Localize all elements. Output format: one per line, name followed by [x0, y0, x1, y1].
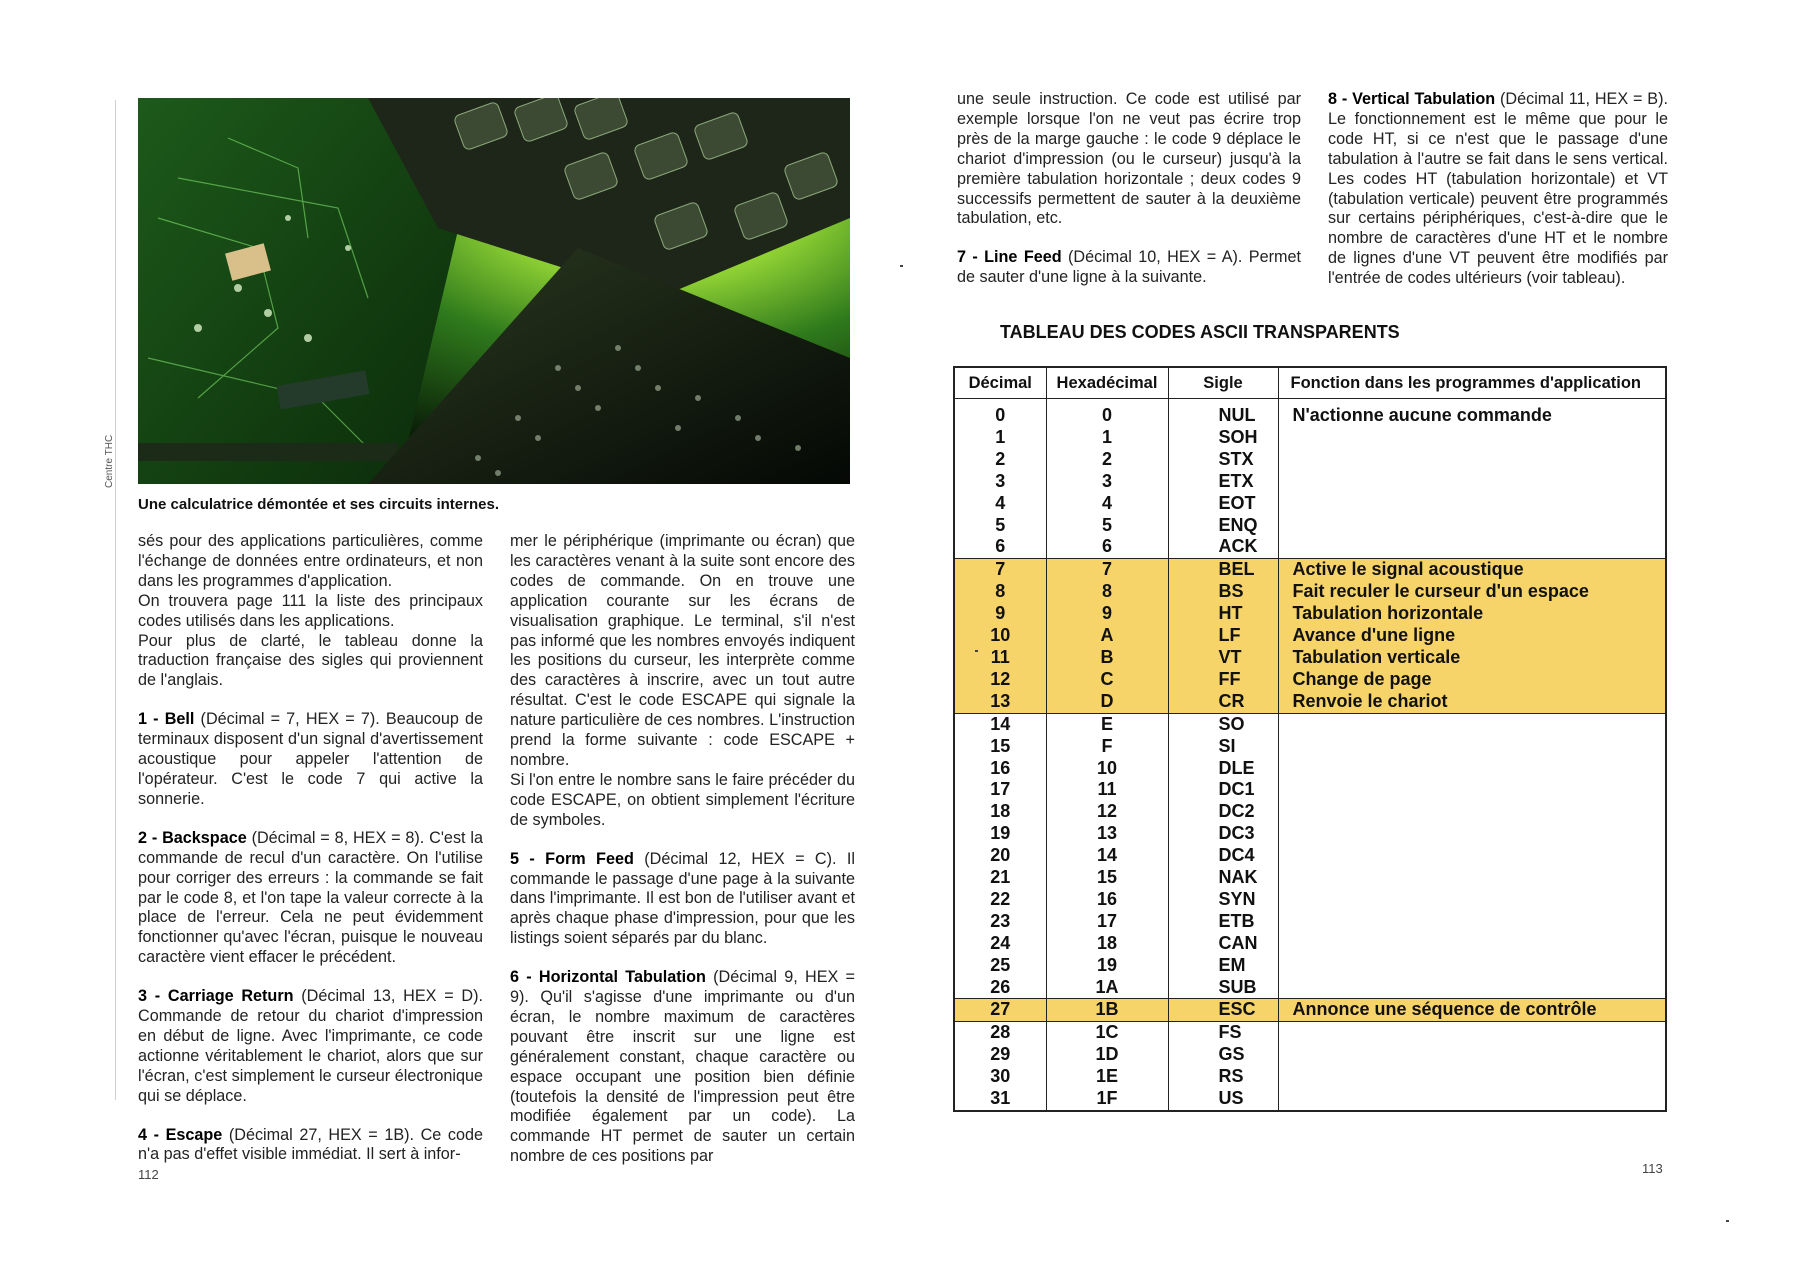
paragraph-gap	[138, 968, 483, 987]
cell-sigle: SUB	[1168, 977, 1278, 999]
left-page-column-2	[510, 532, 855, 1167]
cell-decimal: 21	[954, 867, 1046, 889]
cell-hex: 1	[1046, 427, 1168, 449]
cell-function: Annonce une séquence de contrôle	[1278, 999, 1666, 1022]
code-paragraph	[138, 710, 483, 810]
photo-credit: Centre THC	[104, 434, 115, 488]
code-heading: 2 - Backspace	[138, 828, 247, 847]
table-row	[954, 889, 1666, 911]
cell-function	[1278, 493, 1666, 515]
table-row	[954, 1066, 1666, 1088]
paragraph-gap	[138, 1107, 483, 1126]
cell-hex: 1F	[1046, 1088, 1168, 1111]
table-row	[954, 691, 1666, 713]
cell-sigle: CR	[1168, 691, 1278, 713]
cell-function	[1278, 933, 1666, 955]
cell-function	[1278, 736, 1666, 758]
cell-decimal: 17	[954, 779, 1046, 801]
cell-function: Fait reculer le curseur d'un espace	[1278, 581, 1666, 603]
paragraph-gap	[510, 831, 855, 850]
cell-sigle: BEL	[1168, 559, 1278, 581]
table-row	[954, 1044, 1666, 1066]
cell-hex: 5	[1046, 515, 1168, 537]
cell-decimal: 16	[954, 758, 1046, 780]
cell-hex: 8	[1046, 581, 1168, 603]
table-row	[954, 493, 1666, 515]
margin-mark	[900, 265, 903, 267]
cell-decimal: 20	[954, 845, 1046, 867]
cell-function: N'actionne aucune commande	[1278, 399, 1666, 427]
header-hexadecimal: Hexadécimal	[1046, 367, 1168, 399]
cell-decimal: 15	[954, 736, 1046, 758]
cell-function: Tabulation horizontale	[1278, 603, 1666, 625]
cell-decimal: 22	[954, 889, 1046, 911]
cell-hex: 9	[1046, 603, 1168, 625]
cell-hex: D	[1046, 691, 1168, 713]
table-row	[954, 779, 1666, 801]
paragraph	[138, 532, 483, 592]
cell-function	[1278, 955, 1666, 977]
paragraph-gap	[138, 810, 483, 829]
code-paragraph	[138, 1126, 483, 1166]
cell-hex: 3	[1046, 471, 1168, 493]
paragraph-gap	[138, 691, 483, 710]
cell-hex: 1B	[1046, 999, 1168, 1022]
table-header-row	[954, 367, 1666, 399]
cell-decimal: 2	[954, 449, 1046, 471]
paragraph-text: (Décimal = 7, HEX = 7). Beaucoup de terminaux disposent d'un signal d'avertissement acoustique pour appeler l'attention de l'opérateur. C'est le code 7 qui active la sonnerie.	[138, 710, 483, 808]
cell-decimal: 0	[954, 399, 1046, 427]
code-paragraph	[138, 987, 483, 1106]
cell-decimal: 6	[954, 536, 1046, 558]
cell-sigle: FS	[1168, 1022, 1278, 1044]
table-row	[954, 1088, 1666, 1111]
paragraph-text: On trouvera page 111 la liste des principaux codes utilisés dans les applications.	[138, 591, 483, 630]
paragraph-text: (Décimal = 8, HEX = 8). C'est la commande de recul d'un caractère. On l'utilise pour corriger des erreurs : la commande se fait par le code 8, et l'on tape la valeur correcte à la place de l'erreur. Cela ne peut évidemment fonctionner qu'avec l'écran, puisque le nouveau caractère vient effacer le précédent.	[138, 828, 483, 967]
code-paragraph	[957, 248, 1301, 288]
table-row	[954, 1022, 1666, 1044]
paragraph-text: Pour plus de clarté, le tableau donne la traduction française des sigles qui proviennent de l'anglais.	[138, 631, 483, 690]
paragraph-text: une seule instruction. Ce code est utilisé par exemple lorsque l'on ne veut pas écrire trop près de la marge gauche : le code 9 déplace le chariot d'impression (ou le curseur) jusqu'à la première tabulation horizontale ; deux codes 9 successifs permettent de sauter à la deuxième tabulation, etc.	[957, 90, 1301, 228]
cell-hex: 1A	[1046, 977, 1168, 999]
paragraph	[957, 90, 1301, 229]
cell-decimal: 13	[954, 691, 1046, 713]
photo-caption: Une calculatrice démontée et ses circuits internes.	[138, 496, 499, 513]
table-row	[954, 823, 1666, 845]
paragraph-text: (Décimal 27, HEX = 1B). Ce code n'a pas d'effet visible immédiat. Il sert à infor-	[138, 1125, 483, 1164]
table-row	[954, 713, 1666, 735]
cell-hex: 6	[1046, 536, 1168, 558]
cell-sigle: ESC	[1168, 999, 1278, 1022]
cell-sigle: EOT	[1168, 493, 1278, 515]
cell-sigle: SO	[1168, 713, 1278, 735]
cell-sigle: STX	[1168, 449, 1278, 471]
cell-function	[1278, 867, 1666, 889]
cell-function	[1278, 758, 1666, 780]
header-sigle: Sigle	[1168, 367, 1278, 399]
cell-decimal: 27	[954, 999, 1046, 1022]
table-row	[954, 933, 1666, 955]
cell-decimal: 28	[954, 1022, 1046, 1044]
paragraph-text: (Décimal 11, HEX = B). Le fonctionnement est le même que pour le code HT, si ce n'est que le passage d'une tabulation à l'autre se fait dans le sens vertical. Les codes HT (tabulation horizontale) et VT (tabulation verticale) peuvent être programmés sur certains périphériques, c'est-à-dire que le nombre de caractères d'une HT et le nombre de lignes d'une VT peuvent être modifiés par l'entrée de codes ultérieurs (voir tableau).	[1328, 90, 1668, 288]
cell-function	[1278, 823, 1666, 845]
margin-mark	[975, 650, 978, 652]
cell-sigle: RS	[1168, 1066, 1278, 1088]
cell-hex: 11	[1046, 779, 1168, 801]
cell-hex: 18	[1046, 933, 1168, 955]
table-row	[954, 536, 1666, 558]
cell-sigle: DC2	[1168, 801, 1278, 823]
code-paragraph	[510, 968, 855, 1167]
cell-decimal: 5	[954, 515, 1046, 537]
paragraph-text: (Décimal 10, HEX = A). Permet de sauter d'une ligne à la suivante.	[957, 248, 1301, 287]
cell-sigle: LF	[1168, 625, 1278, 647]
calculator-circuit-photo	[138, 98, 850, 484]
cell-hex: C	[1046, 669, 1168, 691]
paragraph-text: sés pour des applications particulières, comme l'échange de données entre ordinateurs, et non dans les programmes d'application.	[138, 532, 483, 590]
cell-hex: 14	[1046, 845, 1168, 867]
cell-hex: 1E	[1046, 1066, 1168, 1088]
table-row	[954, 647, 1666, 669]
table-row	[954, 559, 1666, 581]
table-row	[954, 515, 1666, 537]
table-row	[954, 399, 1666, 427]
cell-function	[1278, 911, 1666, 933]
cell-hex: 10	[1046, 758, 1168, 780]
code-heading: 6 - Horizontal Tabulation	[510, 968, 706, 987]
cell-decimal: 9	[954, 603, 1046, 625]
cell-function	[1278, 515, 1666, 537]
cell-sigle: ETX	[1168, 471, 1278, 493]
cell-sigle: CAN	[1168, 933, 1278, 955]
cell-sigle: DC1	[1168, 779, 1278, 801]
code-heading: 5 - Form Feed	[510, 849, 634, 868]
cell-sigle: FF	[1168, 669, 1278, 691]
ascii-codes-table	[953, 366, 1667, 1112]
cell-sigle: SYN	[1168, 889, 1278, 911]
cell-sigle: DC3	[1168, 823, 1278, 845]
table-row	[954, 736, 1666, 758]
cell-decimal: 18	[954, 801, 1046, 823]
cell-function: Tabulation verticale	[1278, 647, 1666, 669]
table-row	[954, 669, 1666, 691]
cell-hex: 1C	[1046, 1022, 1168, 1044]
cell-function: Avance d'une ligne	[1278, 625, 1666, 647]
left-page-column-1	[138, 532, 483, 1165]
table-row	[954, 449, 1666, 471]
cell-decimal: 10	[954, 625, 1046, 647]
cell-function	[1278, 845, 1666, 867]
cell-function: Change de page	[1278, 669, 1666, 691]
margin-mark	[1726, 1220, 1729, 1222]
cell-function: Active le signal acoustique	[1278, 559, 1666, 581]
cell-decimal: 8	[954, 581, 1046, 603]
cell-hex: 0	[1046, 399, 1168, 427]
table-row	[954, 581, 1666, 603]
cell-function	[1278, 1022, 1666, 1044]
cell-sigle: ETB	[1168, 911, 1278, 933]
paragraph-text: (Décimal 9, HEX = 9). Qu'il s'agisse d'une imprimante ou d'un écran, le nombre maximum de caractères pouvant être inscrit sur une ligne est généralement constant, chaque caractère ou espace occupant une position bien définie (toutefois la densité de l'impression peut être modifiée également par un code). La commande HT permet de sauter un certain nombre de ces positions par	[510, 968, 855, 1166]
cell-sigle: ENQ	[1168, 515, 1278, 537]
cell-decimal: 23	[954, 911, 1046, 933]
cell-sigle: SI	[1168, 736, 1278, 758]
cell-function	[1278, 713, 1666, 735]
table-row	[954, 625, 1666, 647]
cell-decimal: 29	[954, 1044, 1046, 1066]
cell-sigle: VT	[1168, 647, 1278, 669]
cell-decimal: 31	[954, 1088, 1046, 1111]
code-paragraph	[510, 850, 855, 950]
table-row	[954, 867, 1666, 889]
code-paragraph	[138, 829, 483, 968]
table-row	[954, 801, 1666, 823]
cell-hex: A	[1046, 625, 1168, 647]
paragraph	[138, 592, 483, 632]
cell-function	[1278, 1088, 1666, 1111]
cell-hex: 12	[1046, 801, 1168, 823]
cell-hex: B	[1046, 647, 1168, 669]
cell-decimal: 26	[954, 977, 1046, 999]
cell-sigle: GS	[1168, 1044, 1278, 1066]
cell-function	[1278, 977, 1666, 999]
table-row	[954, 999, 1666, 1022]
paragraph-gap	[510, 949, 855, 968]
code-heading: 8 - Vertical Tabulation	[1328, 90, 1496, 108]
right-page-column-2	[1328, 90, 1668, 289]
cell-function	[1278, 1044, 1666, 1066]
code-heading: 7 - Line Feed	[957, 248, 1062, 267]
cell-function	[1278, 889, 1666, 911]
table-row	[954, 603, 1666, 625]
cell-hex: 4	[1046, 493, 1168, 515]
paragraph-text: (Décimal 13, HEX = D). Commande de retour du chariot d'impression en début de ligne. Avec l'imprimante, ce code actionne véritablement le chariot, alors que sur l'écran, c'est simplement le curseur électronique qui se déplace.	[138, 987, 483, 1105]
cell-sigle: EM	[1168, 955, 1278, 977]
cell-hex: 13	[1046, 823, 1168, 845]
cell-sigle: DLE	[1168, 758, 1278, 780]
code-heading: 1 - Bell	[138, 710, 195, 729]
paragraph-text: (Décimal 12, HEX = C). Il commande le passage d'une page à la suivante dans l'imprimante. Il est bon de l'utiliser avant et après chaque phase d'impression, pour que les listings soient séparés par du blanc.	[510, 849, 855, 948]
cell-sigle: ACK	[1168, 536, 1278, 558]
cell-hex: 7	[1046, 559, 1168, 581]
cell-sigle: DC4	[1168, 845, 1278, 867]
cell-sigle: HT	[1168, 603, 1278, 625]
cell-function	[1278, 1066, 1666, 1088]
cell-decimal: 4	[954, 493, 1046, 515]
table-row	[954, 845, 1666, 867]
table-row	[954, 955, 1666, 977]
table-row	[954, 471, 1666, 493]
table-row	[954, 427, 1666, 449]
paragraph-gap	[957, 229, 1301, 248]
page-number-left: 112	[138, 1167, 159, 1182]
left-margin-rule	[115, 100, 116, 1100]
code-heading: 4 - Escape	[138, 1125, 223, 1144]
cell-sigle: NUL	[1168, 399, 1278, 427]
cell-decimal: 14	[954, 713, 1046, 735]
page-number-right: 113	[1642, 1161, 1663, 1176]
header-decimal: Décimal	[954, 367, 1046, 399]
cell-decimal: 19	[954, 823, 1046, 845]
cell-function	[1278, 427, 1666, 449]
right-page-column-1	[957, 90, 1301, 288]
table-title: TABLEAU DES CODES ASCII TRANSPARENTS	[1000, 322, 1400, 342]
cell-sigle: NAK	[1168, 867, 1278, 889]
cell-sigle: US	[1168, 1088, 1278, 1111]
cell-decimal: 24	[954, 933, 1046, 955]
cell-hex: 15	[1046, 867, 1168, 889]
cell-function	[1278, 779, 1666, 801]
cell-hex: F	[1046, 736, 1168, 758]
cell-sigle: BS	[1168, 581, 1278, 603]
cell-function: Renvoie le chariot	[1278, 691, 1666, 713]
cell-hex: 16	[1046, 889, 1168, 911]
table-row	[954, 977, 1666, 999]
cell-decimal: 11	[954, 647, 1046, 669]
paragraph-text: mer le périphérique (imprimante ou écran) que les caractères venant à la suite sont encore des codes de commande. On en trouve une application courante sur les écrans de visualisation graphique. Le terminal, s'il n'est pas informé que les nombres envoyés indiquent les positions du curseur, les interprète comme des caractères à inscrire, avec un tout autre résultat. C'est le code ESCAPE qui signale la nature particulière de ces nombres. L'instruction prend la forme suivante : code ESCAPE + nombre.	[510, 532, 855, 769]
cell-decimal: 30	[954, 1066, 1046, 1088]
header-function: Fonction dans les programmes d'application	[1278, 367, 1666, 399]
paragraph	[510, 771, 855, 831]
cell-decimal: 3	[954, 471, 1046, 493]
paragraph-text: Si l'on entre le nombre sans le faire précéder du code ESCAPE, on obtient simplement l'écriture de symboles.	[510, 770, 855, 829]
table-row	[954, 758, 1666, 780]
table-row	[954, 911, 1666, 933]
cell-hex: 2	[1046, 449, 1168, 471]
cell-sigle: SOH	[1168, 427, 1278, 449]
code-paragraph	[1328, 90, 1668, 289]
cell-decimal: 12	[954, 669, 1046, 691]
cell-function	[1278, 801, 1666, 823]
paragraph	[510, 532, 855, 771]
cell-function	[1278, 536, 1666, 558]
cell-function	[1278, 471, 1666, 493]
cell-function	[1278, 449, 1666, 471]
cell-decimal: 25	[954, 955, 1046, 977]
code-heading: 3 - Carriage Return	[138, 987, 294, 1006]
cell-decimal: 1	[954, 427, 1046, 449]
cell-hex: E	[1046, 713, 1168, 735]
cell-hex: 1D	[1046, 1044, 1168, 1066]
cell-decimal: 7	[954, 559, 1046, 581]
cell-hex: 19	[1046, 955, 1168, 977]
paragraph	[138, 632, 483, 692]
cell-hex: 17	[1046, 911, 1168, 933]
